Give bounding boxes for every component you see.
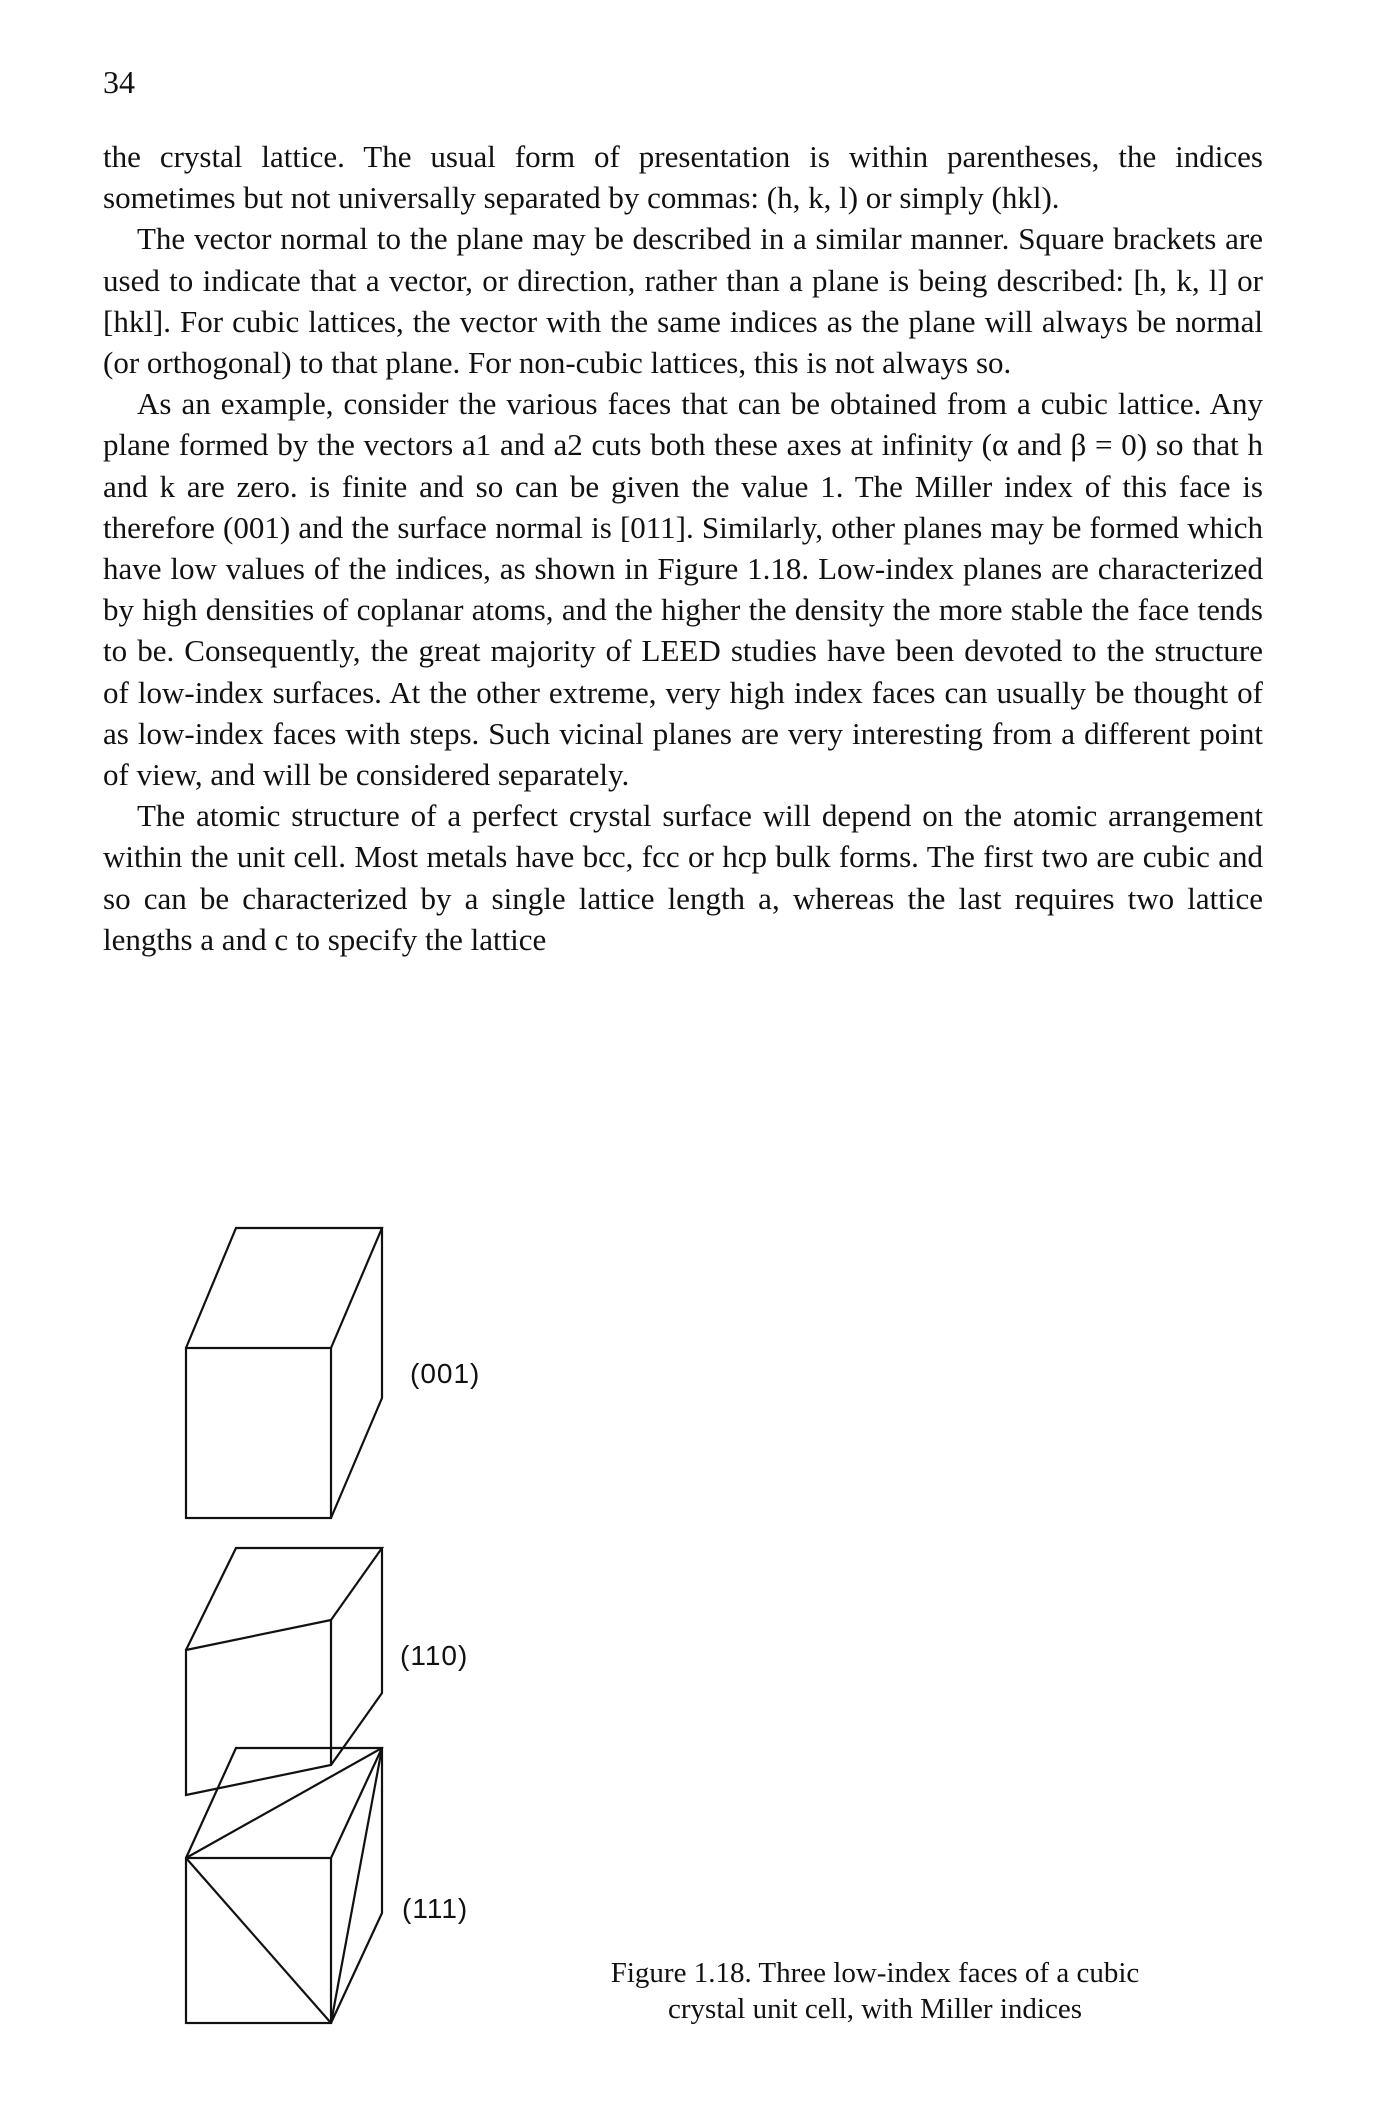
caption-line-1: Figure 1.18. Three low-index faces of a cubic bbox=[610, 1957, 1140, 1989]
cube-001-front bbox=[186, 1348, 331, 1518]
cube-110-top bbox=[186, 1548, 382, 1650]
cube-111-diagonal-3 bbox=[331, 1748, 382, 2023]
cube-110-front bbox=[186, 1620, 331, 1795]
label-110: (110) bbox=[400, 1640, 469, 1671]
cube-001 bbox=[186, 1228, 382, 1518]
cubic-faces-drawing bbox=[170, 1210, 1270, 2070]
figure-1-18 bbox=[170, 1210, 1270, 2070]
body-text bbox=[103, 136, 1263, 960]
label-111: (111) bbox=[402, 1893, 469, 1924]
cube-111-diagonal-2 bbox=[186, 1748, 382, 1858]
cube-001-top bbox=[186, 1228, 382, 1348]
paragraph-3: As an example, consider the various faces that can be obtained from a cubic lattice. Any plane formed by the vectors a1 and a2 cuts both these axes at infinity (α and β = 0) so that h and k are zero. is finite and so can be given the value 1. The Miller index of this face is therefore (001) and the surface normal is [011]. Similarly, other planes may be formed which have low values of the indices, as shown in Figure 1.18. Low-index planes are characterized by high densities of coplanar atoms, and the higher the density the more stable the face tends to be. Consequently, the great majority of LEED studies have been devoted to the structure of low-index surfaces. At the other extreme, very high index faces can usually be thought of as low-index faces with steps. Such vicinal planes are very interesting from a different point of view, and will be considered separately. bbox=[103, 386, 1263, 793]
paragraph-2: The vector normal to the plane may be described in a similar manner. Square brackets are used to indicate that a vector, or direction, rather than a plane is being described: [h, k, l] or [hkl]. For cubic lattices, the vector with the same indices as the plane will always be normal (or orthogonal) to that plane. For non-cubic lattices, this is not always so. bbox=[103, 221, 1263, 381]
cube-111-diagonal-1 bbox=[186, 1858, 331, 2023]
figure-caption bbox=[555, 1955, 1195, 2027]
paragraph-4: The atomic structure of a perfect crystal surface will depend on the atomic arrangement within the unit cell. Most metals have bcc, fcc or hcp bulk forms. The first two are cubic and so can be characterized by a single lattice length a, whereas the last requires two lattice lengths a and c to specify the lattice bbox=[103, 798, 1263, 957]
cube-110 bbox=[186, 1548, 382, 1795]
label-001: (001) bbox=[410, 1358, 481, 1389]
paragraph-1: the crystal lattice. The usual form of presentation is within parentheses, the indices sometimes but not universally separated by commas: (h, k, l) or simply (hkl). bbox=[103, 139, 1263, 216]
cube-001-side bbox=[331, 1228, 382, 1518]
caption-line-2: crystal unit cell, with Miller indices bbox=[668, 1993, 1082, 2025]
page-number: 34 bbox=[103, 64, 135, 100]
cube-110-side bbox=[331, 1548, 382, 1765]
